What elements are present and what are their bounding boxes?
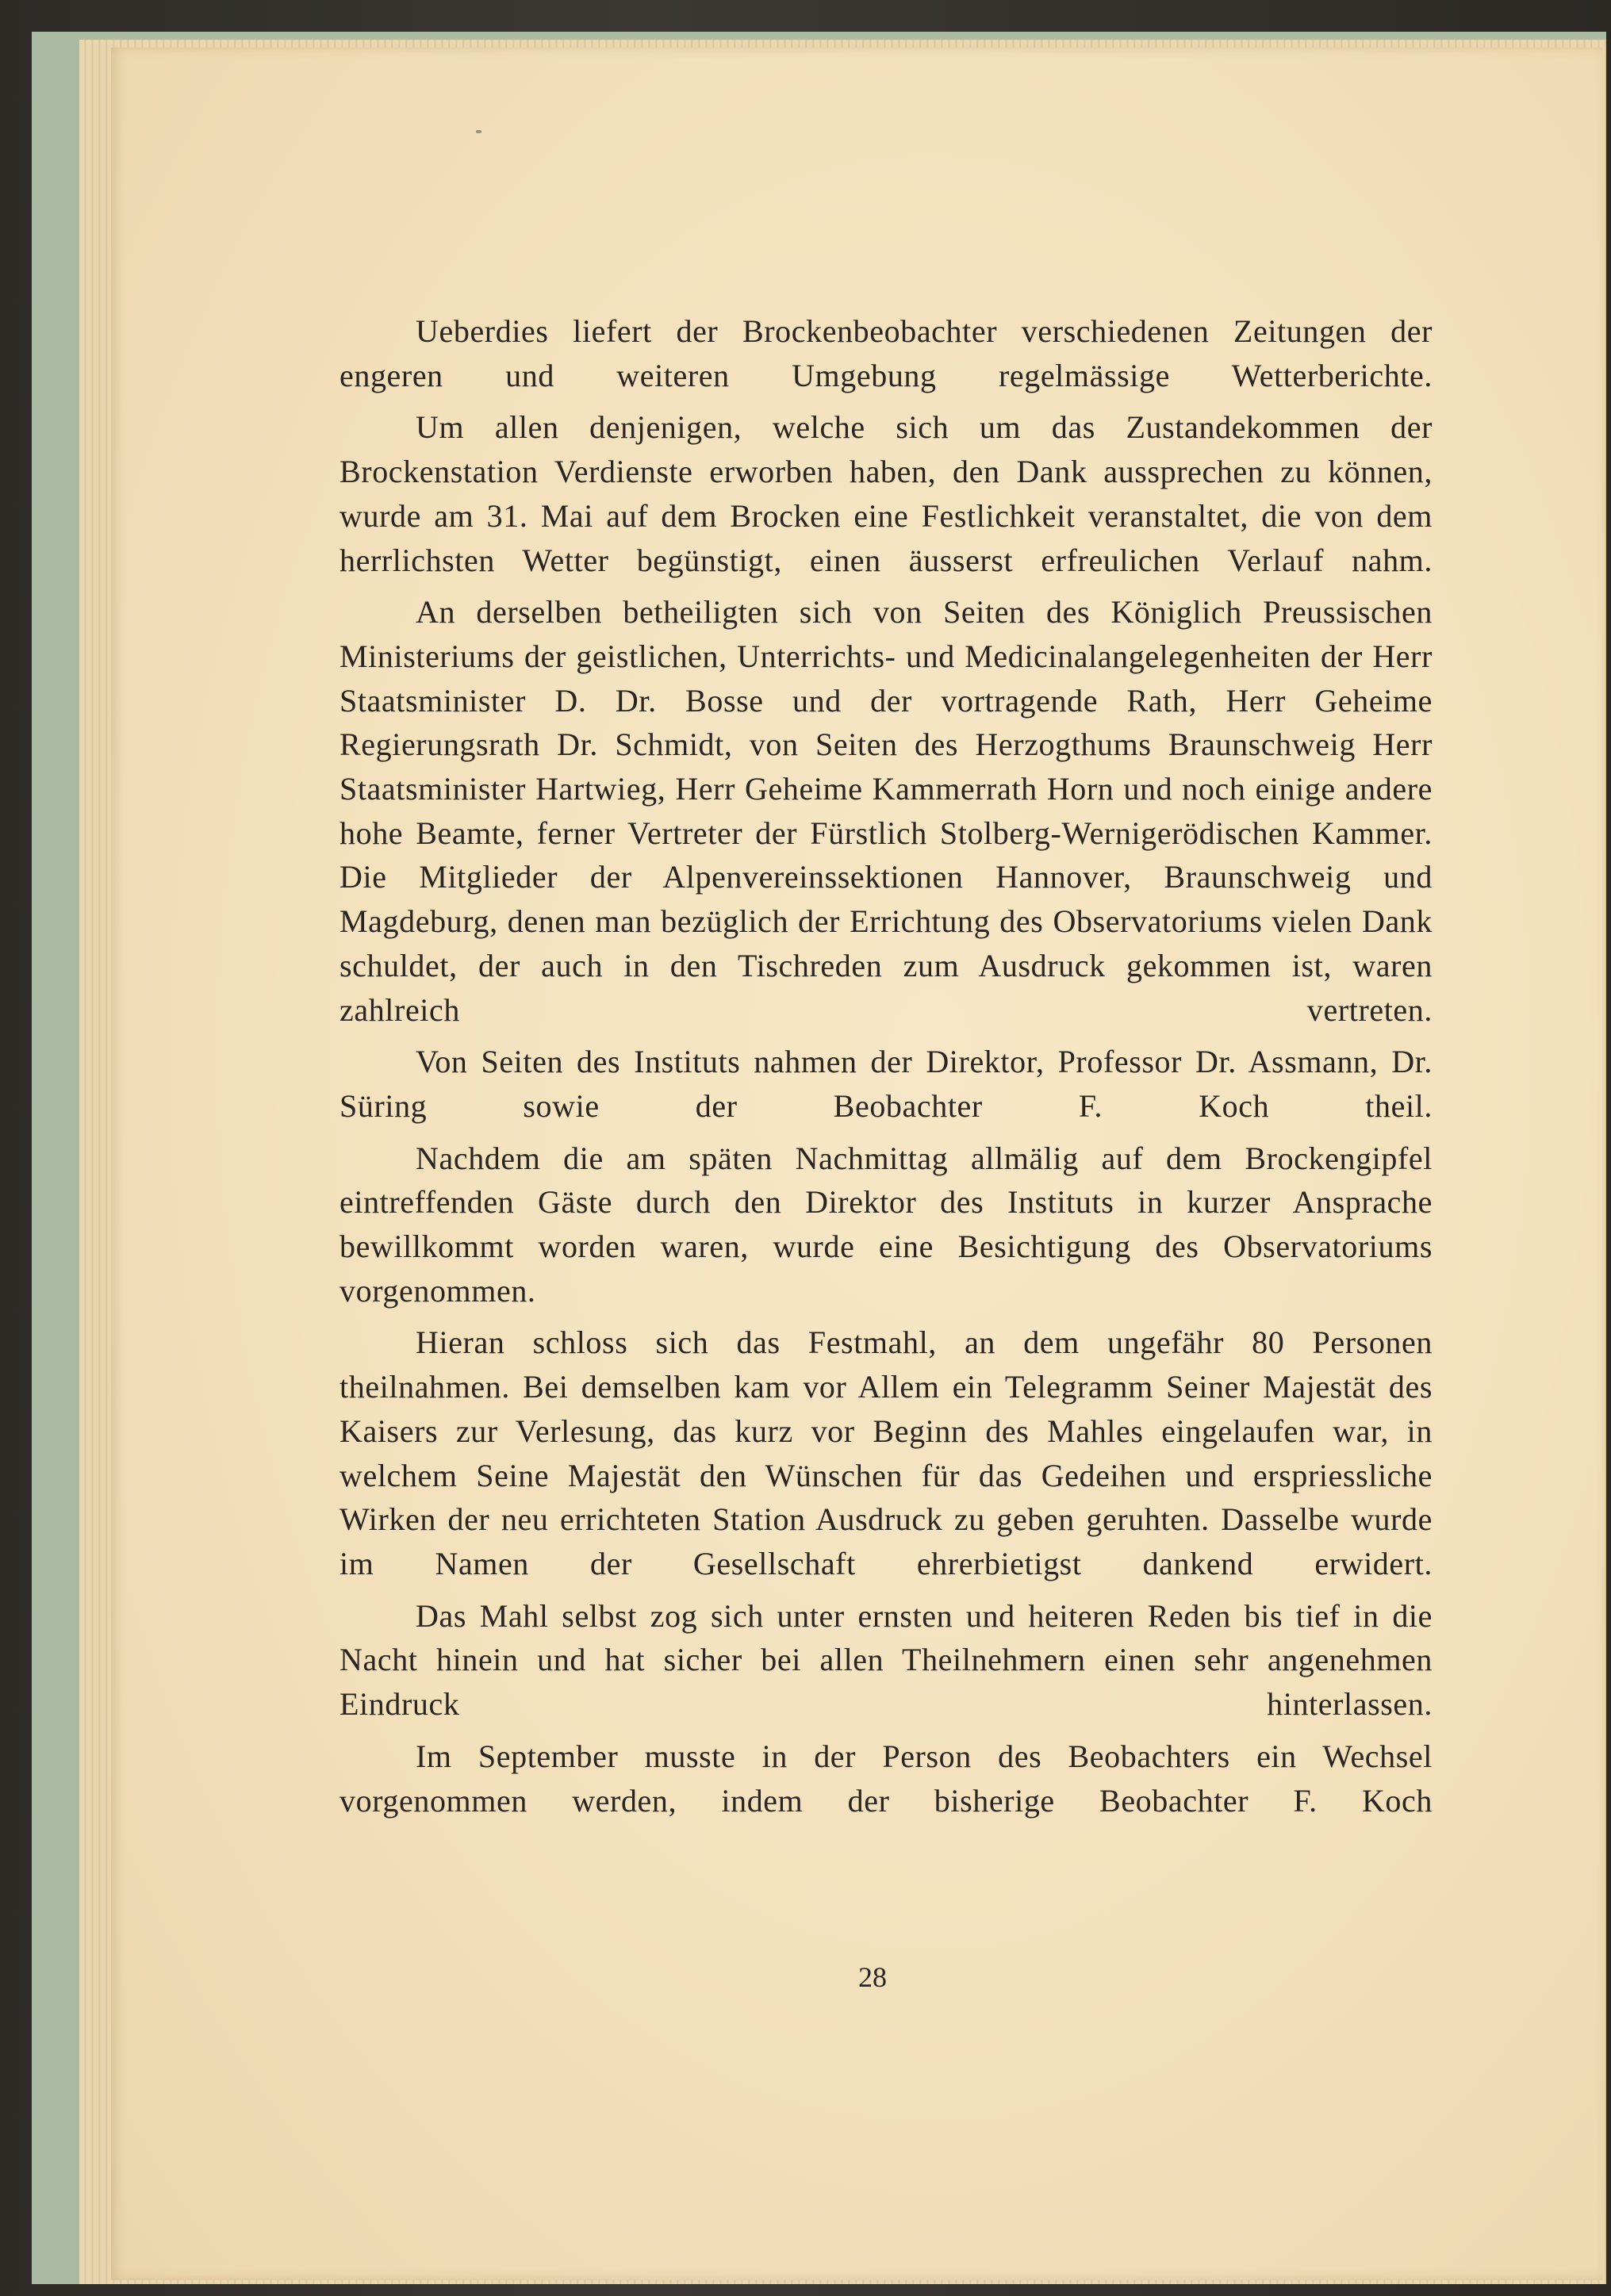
body-text: [339, 309, 1433, 1830]
paper-speck: [476, 130, 481, 133]
paragraph: Von Seiten des Instituts nahmen der Direktor, Professor Dr. Assmann, Dr. Süring sowie der Beobachter F. Koch theil.: [339, 1044, 1433, 1124]
paragraph: An derselben betheiligten sich von Seiten des Königlich Preussischen Ministeriums der geistlichen, Unterrichts- und Medicinalangelegenheiten der Herr Staatsminister D. Dr. Bosse und der vortragende Rath, Herr Geheime Regierungsrath Dr. Schmidt, von Seiten des Herzogthums Braunschweig Herr Staatsminister Hartwieg, Herr Geheime Kammerrath Horn und noch einige andere hohe Beamte, ferner Vertreter der Fürstlich Stolberg-Wernigerödischen Kammer. Die Mitglieder der Alpenvereinssektionen Hannover, Braunschweig und Magdeburg, denen man bezüglich der Errichtung des Observatoriums vielen Dank schuldet, der auch in den Tischreden zum Ausdruck gekommen ist, waren zahlreich vertreten.: [339, 594, 1433, 1028]
paragraph: Ueberdies liefert der Brockenbeobachter verschiedenen Zeitungen der engeren und weiteren Umgebung regelmässige Wetterberichte.: [339, 313, 1433, 393]
paragraph: Nachdem die am späten Nachmittag allmälig auf dem Brockengipfel eintreffenden Gäste durch den Direktor des Instituts in kurzer Ansprache bewillkommt worden waren, wurde eine Besichtigung des Observatoriums vorgenommen.: [339, 1140, 1433, 1309]
paragraph: Um allen denjenigen, welche sich um das Zustandekommen der Brockenstation Verdienste erworben haben, den Dank aussprechen zu können, wurde am 31. Mai auf dem Brocken eine Festlichkeit veranstaltet, die von dem herrlichsten Wetter begünstigt, einen äusserst erfreulichen Verlauf nahm.: [339, 409, 1433, 578]
paragraph: Das Mahl selbst zog sich unter ernsten und heiteren Reden bis tief in die Nacht hinein und hat sicher bei allen Theilnehmern einen sehr angenehmen Eindruck hinterlassen.: [339, 1597, 1433, 1723]
paragraph: Hieran schloss sich das Festmahl, an dem ungefähr 80 Personen theilnahmen. Bei demselben kam vor Allem ein Telegramm Seiner Majestät des Kaisers zur Verlesung, das kurz vor Beginn des Mahles eingelaufen war, in welchem Seine Majestät den Wünschen für das Gedeihen und erspriessliche Wirken der neu errichteten Station Ausdruck zu geben geruhten. Dasselbe wurde im Namen der Gesellschaft ehrerbietigst dankend erwidert.: [339, 1324, 1433, 1581]
page-number: 28: [858, 1961, 887, 1993]
paragraph: Im September musste in der Person des Beobachters ein Wechsel vorgenommen werden, indem der bisherige Beobachter F. Koch: [339, 1738, 1433, 1819]
